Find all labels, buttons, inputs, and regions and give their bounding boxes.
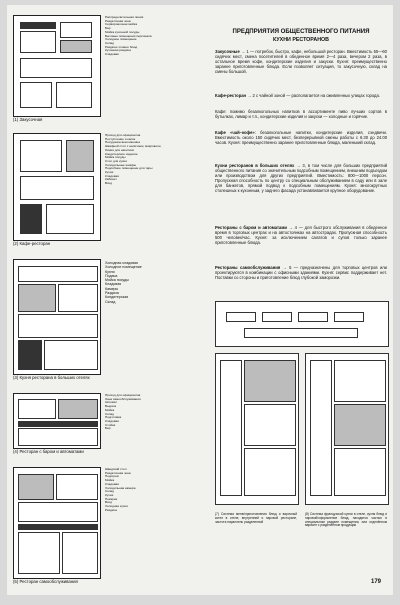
paragraph-bar-automats: Рестораны с баром и автоматами → 4 — для быстрого обслуживания в обеденное время в торговых центрах и на автостоянках на автострадах. Пропускная способность 500 человек/час. Кухня: за исключением салатов и супов только заранее приготовленные блюда.	[215, 225, 388, 246]
figure-2-caption: (2) Кафе-ресторан	[13, 241, 51, 246]
figure-1-caption: (1) Закусочная	[13, 117, 43, 122]
page-number: 179	[370, 579, 381, 585]
paragraph-tea-coffee: Кафе «чай–кофе»: безалкогольные напитки, кондитерские изделия, сэндвичи. Вместимость около 150 сидячих мест, безперерывной смены работы с 6.30 до 24.00 часов. Кухня: преимущественно заранее приготовленные блюда, маленький склад.	[215, 130, 387, 146]
page-title: ПРЕДПРИЯТИЯ ОБЩЕСТВЕННОГО ПИТАНИЯ	[232, 28, 370, 35]
paragraph-snack-bar: Закусочные → 1 — потребок, быстро, кафе, небольшой ресторан. Вместимость 55—60 сидячих мест, смена посетителей в обеденное время 2—4 раза, вечером 2 раза, в остальное время кофе, кондитерские изделия и закуски. Кухня: преимущественно заранее приготовленные блюда. Если позволяет ситуация, то закусочную, склад на смены большой.	[215, 49, 387, 75]
figure-5-legend: Шведский стол Раздаточная зона Подогрев Мойка Кладовая Холодильная камера Склад Кухня Пекарня Вход Холодная кухня Раздача	[105, 467, 136, 512]
paragraph-hotel-kitchens: Кухни ресторанов в больших отелях → 3, в том числе для больших предприятий общественного питания со значительным подсобным помещением, внешним подъездом или производством для других предприятий. Вместимость: 800—1000 персон. Пропускная способность по центру со специальным обслуживанием в саду или в зале для банкетов, прямой подвод к подсобным помещениям. Кухня: многокрутных столешных к кухонным, у заднего фасада устанавливается крупное оборудование.	[215, 163, 388, 194]
figure-4	[13, 391, 213, 459]
figure-4-caption: (4) Ресторан с баром и автоматами	[13, 449, 84, 454]
figure-3-legend: Холодная кладовая Холодное помещение Кухня Подача Мойка посуды Кладовая Камеры Раздача Кондитерская Склад	[105, 261, 142, 304]
paragraph-cafe-restaurant: Кафе-ресторан → 2 с чайной зоной — располагается на оживленных улицах города.	[215, 93, 380, 98]
caption-7: (7) Система меню/приготовления блюд и варочный котел в отеле, внутренний и паровой ресторане, частота параллель разделенной	[215, 512, 297, 524]
figure-4-legend: Проход для официантов Зона самообслуживания Автомат Выдача Мойка Склад Подготовка Кладовая Стойка Бар	[105, 393, 141, 431]
left-column	[13, 13, 213, 588]
figure-5	[13, 465, 213, 588]
right-column	[215, 13, 387, 588]
figure-5-caption: (5) Ресторан самообслуживания	[13, 579, 78, 584]
paragraph-self-service: Рестораны самообслуживания → 5 — предназначены для торговых центров или проектируются в комбинации с офисными зданиями. Кухня: сервис поддерживает нет. Поставки со стороны и приготовление блюд глубокой заморозки.	[215, 265, 387, 281]
caption-8: (8) Система французской кухни в отеле, кухня блюд и паровой/оформление блюд, находятся частью в специальном разделе помещения, или отделённом вариант с разделённом продукции	[305, 512, 387, 528]
kitchen-diagram-8	[305, 353, 389, 505]
plan-self-service	[13, 467, 101, 579]
kitchen-diagram-7	[215, 353, 299, 505]
document-page	[7, 5, 393, 595]
flow-diagram	[215, 301, 389, 347]
figure-2	[13, 131, 213, 251]
plan-cafe-restaurant	[13, 133, 101, 241]
figure-3-caption: (3) Кухня ресторана в больших отелях	[13, 375, 90, 380]
figure-3	[13, 257, 213, 385]
paragraph-cafe: Кафе: помимо безалкогольных напитков в ассортименте пиво лучших сортов в бутылках, лимар и т.п., кондитерские изделия и закуски — холодные и горячие.	[215, 109, 387, 120]
figure-1-legend: Распределительная линия Раздаточная зона Сервировочная мойка Бар Мойка кухонной посуды Бытовые помещения персонала Холодное помещение Склад Раздача готовых блюд Кухонная раздача Кладовая	[105, 15, 152, 57]
section-title: КУХНИ РЕСТОРАНОВ	[273, 37, 329, 43]
figure-1	[13, 13, 213, 125]
plan-hotel-kitchen	[13, 259, 101, 375]
figure-2-legend: Проход для официантов Поступление и касса Посудомоечная машина Шкафной стол с наличием, микроволн. Линия для напитков Кондитерское изделие Мойка посуды Стол для кухни Холодильные шкафы Подсобное помещение для тары Кухня Кладовая Кабинет Вход	[105, 133, 162, 186]
plan-bar-automat	[13, 393, 101, 449]
plan-snack-bar	[13, 15, 101, 117]
